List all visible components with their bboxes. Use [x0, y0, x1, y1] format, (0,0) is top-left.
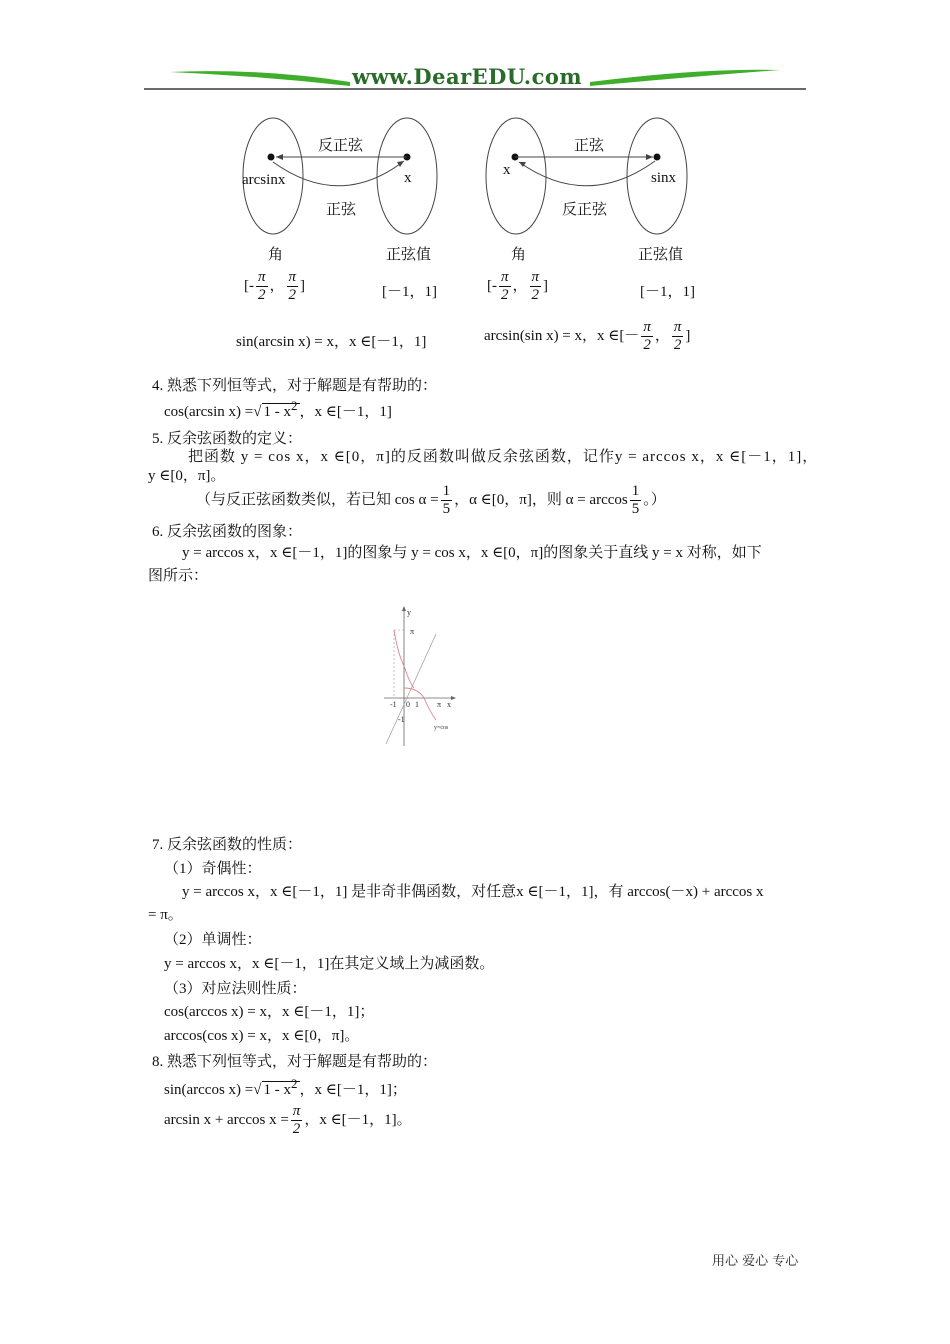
graph-neg1-y: -1 — [398, 715, 405, 724]
section-8-title: 8. 熟悉下列恒等式，对于解题是有帮助的： — [152, 1054, 438, 1070]
section-8-formula1: sin(arccos x) =√ $1 - x^2$ ，x ∈[－1，1]； — [164, 1076, 407, 1098]
diagram-right-point-left: x — [503, 162, 511, 178]
diagram-right-bottom-label: 反正弦 — [562, 202, 608, 218]
graph-x-label: x — [447, 700, 451, 709]
section-6-title: 6. 反余弦函数的图象： — [152, 524, 303, 540]
section-7-rule-title: （3）对应法则性质： — [164, 981, 307, 997]
diagram-left-interval-sine: [－1，1] — [382, 284, 437, 300]
diagram-left-caption-angle: 角 — [268, 247, 284, 263]
diagram-right-top-label: 正弦 — [574, 138, 605, 154]
site-logo: www.DearEDU.com — [352, 64, 583, 89]
section-7-parity-line2: = π。 — [148, 907, 183, 923]
section-7-monotonic-line: y = arccos x，x ∈[－1，1]在其定义域上为减函数。 — [164, 956, 495, 972]
graph-y-label: y — [407, 608, 411, 617]
graph-tick-pi: π — [437, 700, 442, 709]
page-footer: 用心 爱心 专心 — [712, 1254, 799, 1269]
graph-tick-1: 1 — [415, 700, 419, 709]
section-8-formula2: arcsin x + arccos x = $\frac{\pi}{2}$ ，x ∈[－1，1]。 — [164, 1103, 412, 1137]
section-7-title: 7. 反余弦函数的性质： — [152, 837, 303, 853]
section-7-monotonic-title: （2）单调性： — [164, 932, 262, 948]
diagram-left-interval-angle: [- $\frac{\pi}{2}$ ， $\frac{\pi}{2}$ ] — [244, 269, 306, 303]
section-7-parity-title: （1）奇偶性： — [164, 861, 262, 877]
graph-curve-label: y=cos — [434, 725, 449, 731]
graph-tick-neg1: -1 — [390, 700, 397, 709]
section-5-definition-line1: 把函数 y = cos x，x ∈[0，π]的反函数叫做反余弦函数，记作y = arccos x，x ∈[－1，1]， — [188, 449, 819, 465]
graph-pi-label: π — [410, 627, 415, 636]
section-7-rule-line1: cos(arccos x) = x，x ∈[－1，1]； — [164, 1004, 375, 1020]
section-5-title: 5. 反余弦函数的定义： — [152, 431, 303, 447]
identity-arcsin-sin: arcsin(sin x) = x，x ∈[－ $\frac{\pi}{2}$ ， $\frac{\pi}{2}$ ] — [484, 319, 691, 353]
section-4-title: 4. 熟悉下列恒等式，对于解题是有帮助的： — [152, 378, 438, 394]
graph-tick-0: 0 — [406, 700, 410, 709]
diagram-right-interval-sine: [－1，1] — [640, 284, 695, 300]
diagram-right-point-right: sinx — [651, 170, 677, 186]
diagram-left-bottom-label: 正弦 — [326, 202, 357, 218]
diagram-right-interval-angle: [- $\frac{\pi}{2}$ ， $\frac{\pi}{2}$ ] — [487, 269, 549, 303]
diagram-right-caption-angle: 角 — [511, 247, 527, 263]
diagram-left-top-label: 反正弦 — [318, 138, 364, 154]
section-6-line1: y = arccos x，x ∈[－1，1]的图象与 y = cos x，x ∈[0，π]的图象关于直线 y = x 对称，如下 — [182, 545, 762, 561]
identity-sin-arcsin: sin(arcsin x) = x，x ∈[－1，1] — [236, 334, 427, 350]
section-7-rule-line2: arccos(cos x) = x，x ∈[0，π]。 — [164, 1028, 360, 1044]
diagram-left-point-right: x — [404, 170, 412, 186]
section-5-definition-line2: y ∈[0，π]。 — [148, 468, 226, 484]
diagram-right-caption-sine: 正弦值 — [638, 247, 684, 263]
arccos-graph-svg — [380, 604, 480, 749]
section-4-formula: cos(arcsin x) =√ $1 - x^2$ ，x ∈[－1，1] — [164, 398, 392, 420]
section-6-line2: 图所示： — [148, 568, 209, 584]
section-7-parity-line1: y = arccos x，x ∈[－1，1] 是非奇非偶函数，对任意x ∈[－1，1]，有 arccos(－x) + arccos x — [182, 884, 764, 900]
diagram-left-point-left: arcsinx — [242, 172, 286, 188]
section-5-note: （与反正弦函数类似，若已知 cos α = $\frac{1}{5}$ ，α ∈[0，π]，则 α = arccos $\frac{1}{5}$ 。） — [196, 483, 666, 517]
diagram-left-caption-sine: 正弦值 — [386, 247, 432, 263]
